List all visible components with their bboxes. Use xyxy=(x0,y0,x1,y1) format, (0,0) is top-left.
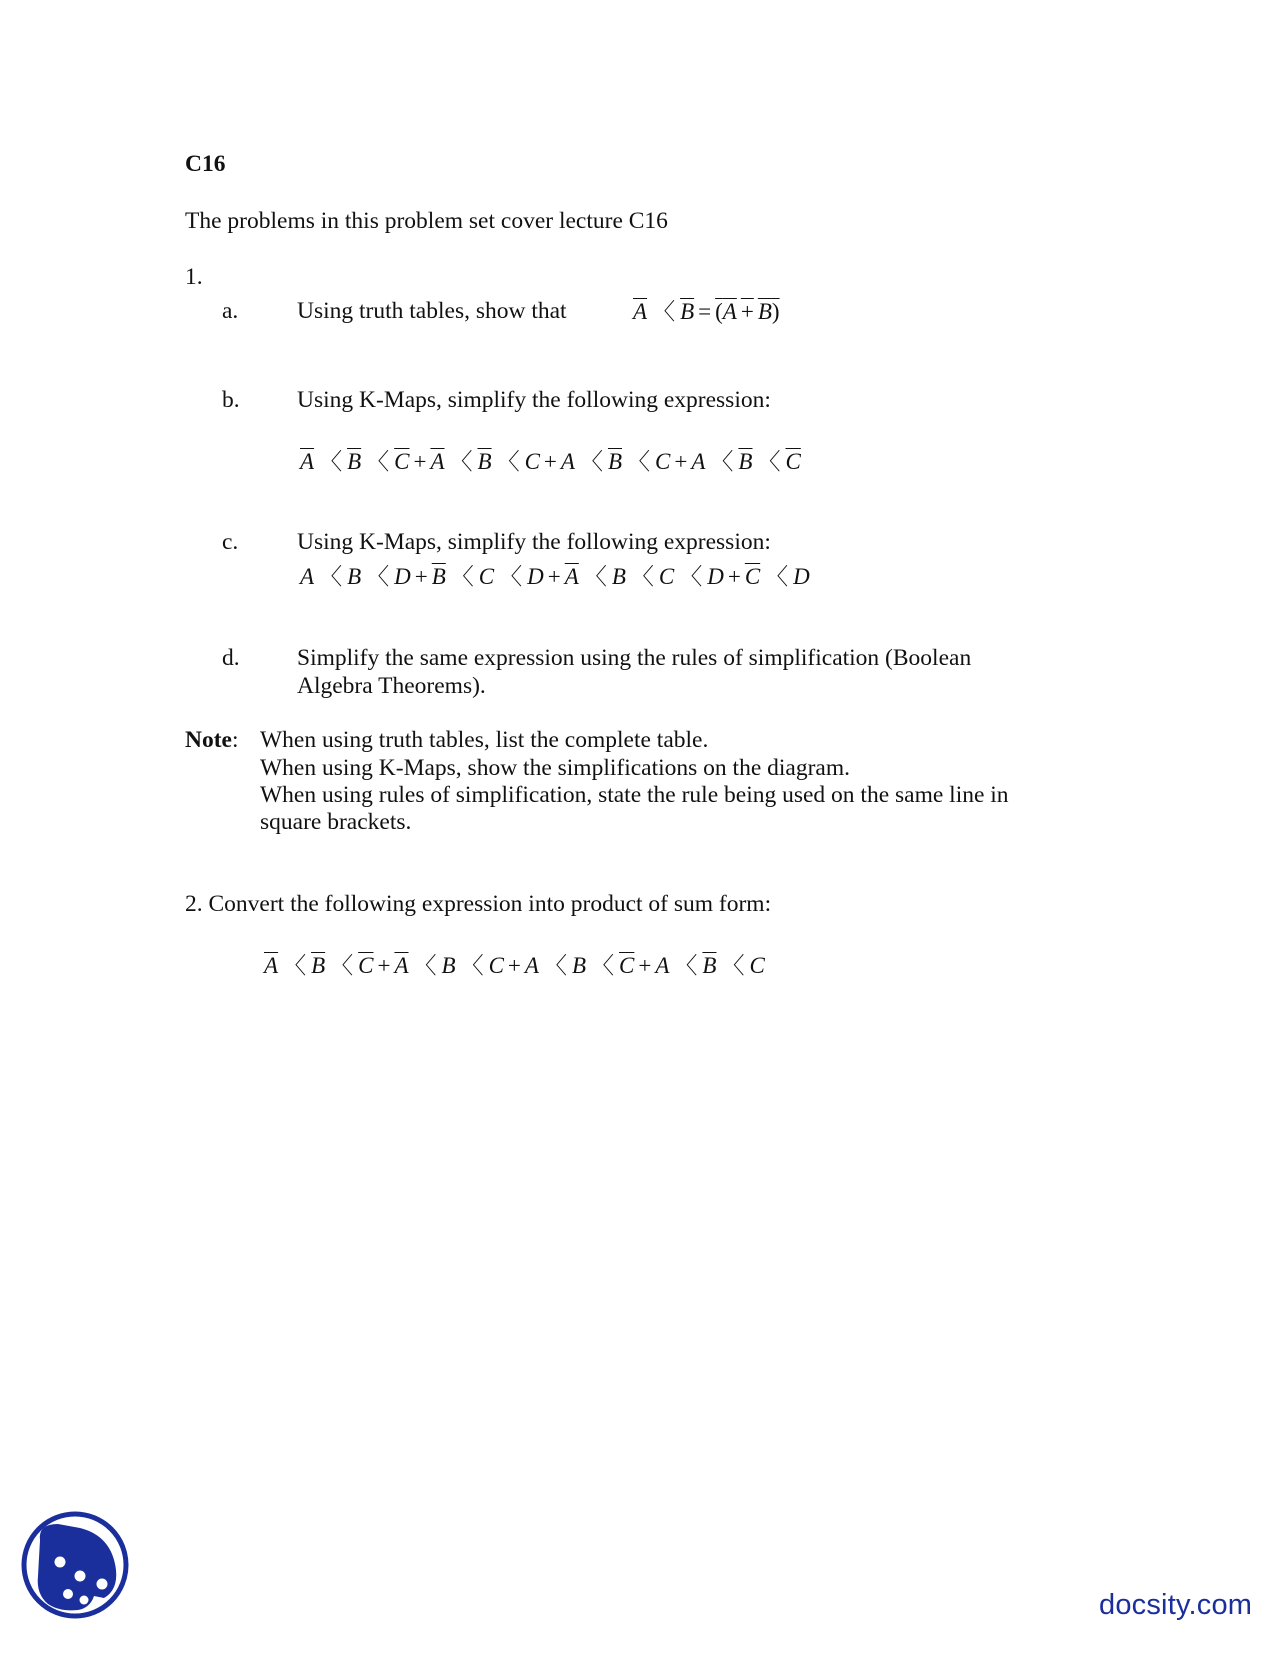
and-operator: 〈 xyxy=(413,953,437,978)
and-operator: 〈 xyxy=(710,449,734,474)
and-operator: 〈 xyxy=(366,449,390,474)
term-var: A xyxy=(560,449,575,474)
expression-2 xyxy=(264,951,765,981)
term-var: $\overline{A}$ xyxy=(430,449,445,474)
and-operator: 〈 xyxy=(721,953,745,978)
note-line-1: When using truth tables, list the complete table. xyxy=(260,727,709,753)
part-d-label: d. xyxy=(222,645,240,671)
note-label-text: Note xyxy=(185,727,232,753)
term-var: $\overline{A}$ xyxy=(394,953,409,978)
term-var: C xyxy=(655,449,671,474)
and-operator: 〈 xyxy=(543,953,567,978)
term-var: D xyxy=(394,564,411,589)
part-b-label: b. xyxy=(222,387,240,413)
term-var: C xyxy=(749,953,765,978)
term-var: $\overline{A}$ xyxy=(300,449,315,474)
term-var: $\overline{B}$ xyxy=(702,953,717,978)
and-operator: 〈 xyxy=(627,449,651,474)
plus-sign: + xyxy=(638,953,652,978)
term-var: D xyxy=(707,564,724,589)
plus-sign: + xyxy=(413,449,427,474)
and-operator: 〈 xyxy=(674,953,698,978)
var-b-bar: $\overline{B}$ xyxy=(680,299,695,324)
and-operator: 〈 xyxy=(330,953,354,978)
note-line-3: When using rules of simplification, state the rule being used on the same line in xyxy=(260,782,1009,808)
equals-sign: = xyxy=(698,299,712,324)
expression-1c xyxy=(300,562,810,592)
docsity-logo-icon[interactable] xyxy=(20,1510,130,1620)
overlined-group xyxy=(715,299,779,324)
note-line-4: square brackets. xyxy=(260,809,412,835)
and-operator: 〈 xyxy=(283,953,307,978)
plus-sign: + xyxy=(377,953,391,978)
term-var: A xyxy=(524,953,539,978)
and-operator: 〈 xyxy=(579,449,603,474)
var-a-bar: $\overline{A}$ xyxy=(633,299,648,324)
right-paren: ) xyxy=(771,299,780,324)
question-1-number: 1. xyxy=(185,264,203,290)
plus-sign: + xyxy=(727,564,741,589)
left-paren: ( xyxy=(715,299,723,324)
part-a-text: Using truth tables, show that xyxy=(297,298,567,324)
and-operator: 〈 xyxy=(765,564,789,589)
part-a-label: a. xyxy=(222,298,239,324)
expression-1b xyxy=(300,447,801,477)
and-operator: 〈 xyxy=(366,564,390,589)
term-var: C xyxy=(488,953,504,978)
term-var: $\overline{B}$ xyxy=(477,449,492,474)
term-var: A xyxy=(655,953,670,978)
part-b-text: Using K-Maps, simplify the following expression: xyxy=(297,387,771,413)
plus-sign: + xyxy=(547,564,561,589)
term-var: $\overline{C}$ xyxy=(394,449,410,474)
term-var: $\overline{B}$ xyxy=(347,449,362,474)
term-var: C xyxy=(478,564,495,589)
term-var: $\overline{C}$ xyxy=(785,449,801,474)
and-operator: 〈 xyxy=(679,564,703,589)
term-var: B xyxy=(571,953,587,978)
plus-sign: + xyxy=(414,564,428,589)
var-b: B xyxy=(757,299,772,324)
docsity-brand-link[interactable]: docsity.com xyxy=(1099,1589,1253,1621)
term-var: C xyxy=(658,564,675,589)
term-var: B xyxy=(611,564,626,589)
and-operator: 〈 xyxy=(583,564,607,589)
term-var: $\overline{C}$ xyxy=(744,564,761,589)
intro-text: The problems in this problem set cover lecture C16 xyxy=(185,208,668,234)
and-operator: 〈 xyxy=(652,299,676,324)
term-var: B xyxy=(441,953,456,978)
part-d-line-2: Algebra Theorems). xyxy=(297,673,486,699)
var-a: A xyxy=(722,299,737,324)
and-operator: 〈 xyxy=(450,564,474,589)
term-var: A xyxy=(300,564,315,589)
and-operator: 〈 xyxy=(757,449,781,474)
term-var: $\overline{C}$ xyxy=(619,953,635,978)
and-operator: 〈 xyxy=(460,953,484,978)
term-var: $\overline{B}$ xyxy=(738,449,753,474)
plus-sign: + xyxy=(674,449,688,474)
equation-1a xyxy=(633,297,780,327)
plus-sign: + xyxy=(507,953,521,978)
and-operator: 〈 xyxy=(496,449,520,474)
note-label xyxy=(185,726,239,754)
and-operator: 〈 xyxy=(499,564,523,589)
and-operator: 〈 xyxy=(319,449,343,474)
plus-sign: + xyxy=(543,449,557,474)
and-operator: 〈 xyxy=(591,953,615,978)
plus-sign: + xyxy=(740,299,754,324)
part-d-line-1: Simplify the same expression using the rules of simplification (Boolean xyxy=(297,645,972,671)
term-var: $\overline{B}$ xyxy=(311,953,326,978)
part-c-text: Using K-Maps, simplify the following expression: xyxy=(297,529,771,555)
and-operator: 〈 xyxy=(319,564,343,589)
term-var: A xyxy=(691,449,706,474)
note-line-2: When using K-Maps, show the simplifications on the diagram. xyxy=(260,755,851,781)
term-var: $\overline{B}$ xyxy=(431,564,446,589)
page-title: C16 xyxy=(185,151,226,177)
and-operator: 〈 xyxy=(630,564,654,589)
term-var: $\overline{B}$ xyxy=(607,449,623,474)
term-var: $\overline{A}$ xyxy=(564,564,579,589)
term-var: D xyxy=(527,564,544,589)
term-var: C xyxy=(524,449,540,474)
part-c-label: c. xyxy=(222,529,239,555)
and-operator: 〈 xyxy=(449,449,473,474)
term-var: $\overline{C}$ xyxy=(358,953,374,978)
note-colon: : xyxy=(231,727,239,753)
term-var: $\overline{A}$ xyxy=(264,953,279,978)
term-var: D xyxy=(793,564,810,589)
question-2-text: 2. Convert the following expression into product of sum form: xyxy=(185,891,772,917)
term-var: B xyxy=(347,564,362,589)
